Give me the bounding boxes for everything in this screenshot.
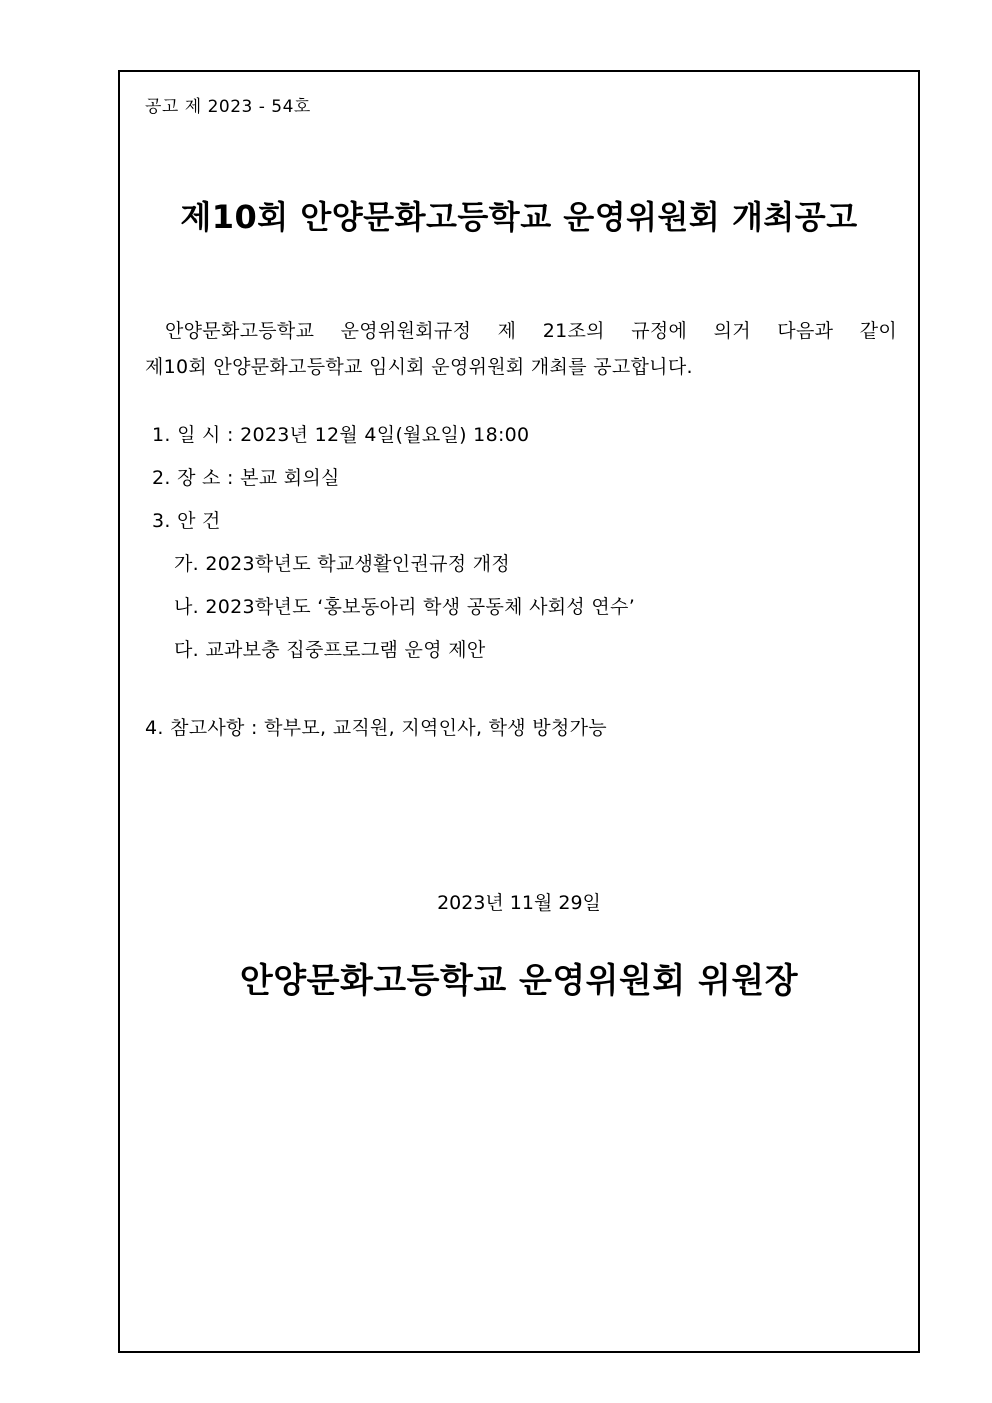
intro-line-2: 제10회 안양문화고등학교 임시회 운영위원회 개최를 공고합니다. [145,356,693,378]
agenda-item: 나. 2023학년도 ‘홍보동아리 학생 공동체 사회성 연수’ [174,596,636,618]
notice-date: 2023년 11월 29일 [437,892,601,914]
intro-line-1: 안양문화고등학교 운영위원회규정 제 21조의 규정에 의거 다음과 같이 [165,320,897,342]
document-border [118,70,920,1353]
item-datetime: 1. 일 시 : 2023년 12월 4일(월요일) 18:00 [152,424,530,446]
signer: 안양문화고등학교 운영위원회 위원장 [239,961,799,1001]
item-agenda-heading: 3. 안 건 [152,510,221,532]
notice-number: 공고 제 2023 - 54호 [145,97,311,117]
item-place: 2. 장 소 : 본교 회의실 [152,467,340,489]
agenda-item: 가. 2023학년도 학교생활인권규정 개정 [174,553,511,575]
document-title: 제10회 안양문화고등학교 운영위원회 개최공고 [180,198,858,236]
item-reference: 4. 참고사항 : 학부모, 교직원, 지역인사, 학생 방청가능 [145,717,607,739]
agenda-item: 다. 교과보충 집중프로그램 운영 제안 [174,639,486,661]
